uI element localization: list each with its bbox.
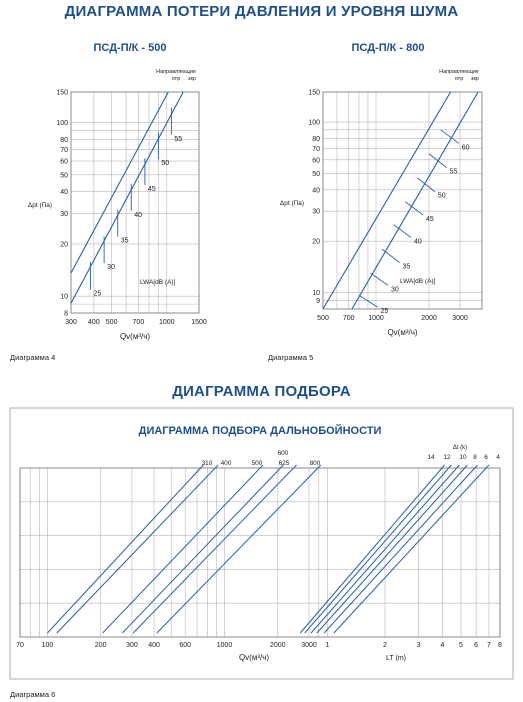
chart6-left-line xyxy=(57,465,218,633)
chart4-y-tick: 20 xyxy=(60,241,68,249)
chart4-y-tick: 8 xyxy=(64,310,68,318)
chart4-guides-open: отр xyxy=(171,76,181,82)
chart6-x2-tick: 3 xyxy=(416,642,421,649)
chart4-noise-label: 40 xyxy=(134,211,143,219)
chart6-caption: Диаграмма 6 xyxy=(10,690,56,699)
chart6-x-tick: 1000 xyxy=(216,642,233,649)
chart6-x-label: Qv(м³/ч) xyxy=(238,653,270,662)
chart6-left-label: 800 xyxy=(309,460,321,467)
chart4-x-tick: 500 xyxy=(105,319,118,326)
chart5-noise-label: 45 xyxy=(426,215,434,223)
chart6-x2-tick: 4 xyxy=(440,642,445,649)
chart6-x-tick: 200 xyxy=(94,642,107,649)
chart5-series-line xyxy=(323,92,451,309)
chart4-x-label: Qv(м³/ч) xyxy=(119,332,151,341)
chart6-x2-tick: 6 xyxy=(474,642,479,649)
chart5-y-label: Δpt (Па) xyxy=(279,199,305,207)
chart6-right-label: 14 xyxy=(427,454,435,461)
chart5-caption: Диаграмма 5 xyxy=(268,353,314,362)
chart4-noise-unit: LWA[dB (A)] xyxy=(140,279,176,286)
chart5-y-tick: 50 xyxy=(312,170,320,178)
chart4-series-line xyxy=(71,92,183,303)
chart6-right-label: 8 xyxy=(473,454,477,461)
chart5-x-tick: 700 xyxy=(342,315,355,322)
chart6-left-label: 310 xyxy=(201,460,213,467)
chart4-y-tick: 50 xyxy=(60,172,68,180)
chart6-x2-label: LT (m) xyxy=(386,655,406,662)
chart4-noise-label: 25 xyxy=(93,290,102,298)
chart6-x-tick: 3000 xyxy=(301,642,317,649)
chart5-noise-label: 55 xyxy=(449,168,458,176)
chart6-left-line xyxy=(47,465,203,633)
chart4-noise-label: 55 xyxy=(174,135,183,143)
chart4-y-tick: 40 xyxy=(60,189,68,197)
chart4-x-tick: 400 xyxy=(88,319,100,326)
page-title: ДИАГРАММА ПОТЕРИ ДАВЛЕНИЯ И УРОВНЯ ШУМА xyxy=(64,3,459,20)
chart5-guides-label: Направляющие xyxy=(439,69,479,75)
chart4-y-tick: 60 xyxy=(60,158,68,166)
chart4-y-tick: 10 xyxy=(60,293,68,301)
chart4-x-tick: 300 xyxy=(65,319,77,326)
chart4-x-tick: 1500 xyxy=(191,319,207,326)
chart5-x-tick: 1000 xyxy=(368,315,384,322)
chart6-right-line xyxy=(317,465,467,633)
chart6-right-line xyxy=(305,465,452,633)
chart4-title: ПСД-П/К - 500 xyxy=(93,42,167,54)
chart4-noise-label: 50 xyxy=(161,160,170,168)
section-title: ДИАГРАММА ПОДБОРА xyxy=(172,383,351,400)
chart6-x-tick: 2000 xyxy=(270,642,286,649)
chart5-frame xyxy=(323,92,482,309)
chart5-y-tick: 100 xyxy=(308,119,320,127)
chart6-x2-tick: 8 xyxy=(498,642,502,649)
chart4-y-tick: 80 xyxy=(60,136,68,144)
chart5-x-tick: 3000 xyxy=(452,315,468,322)
chart5-y-tick: 40 xyxy=(312,187,320,195)
chart5-noise-line xyxy=(359,296,377,308)
chart5-guides-closed: зкр xyxy=(471,76,479,82)
chart4-caption: Диаграмма 4 xyxy=(10,353,56,362)
chart4-x-tick: 1000 xyxy=(158,319,175,326)
chart6-x-tick: 400 xyxy=(148,642,160,649)
chart5-noise-label: 50 xyxy=(437,192,446,200)
chart5-y-tick: 70 xyxy=(312,145,320,153)
chart6-x2-tick: 1 xyxy=(325,642,330,649)
chart6-frame xyxy=(20,468,500,637)
chart6-x2-tick: 5 xyxy=(459,642,463,649)
chart5-x-tick: 500 xyxy=(317,315,329,322)
chart6-right-label: 10 xyxy=(459,454,467,461)
chart6-x-tick: 100 xyxy=(41,642,54,649)
chart6-left-label: 500 xyxy=(251,460,263,467)
chart4-guides-label: Направляющие xyxy=(156,69,196,75)
chart6-left-label: 600 xyxy=(277,450,289,457)
chart5-y-tick: 10 xyxy=(312,289,320,297)
chart5-title: ПСД-П/К - 800 xyxy=(351,42,425,54)
chart6-legend-title: Δt (k) xyxy=(452,445,468,451)
chart4-y-label: Δpt (Па) xyxy=(27,201,53,209)
chart4-y-tick: 70 xyxy=(60,146,68,154)
chart6-title: ДИАГРАММА ПОДБОРА ДАЛЬНОБОЙНОСТИ xyxy=(138,425,382,437)
chart5-noise-label: 60 xyxy=(461,144,470,152)
chart6-left-label: 625 xyxy=(278,460,290,467)
chart5-noise-line xyxy=(370,273,388,285)
chart5-x-label: Qv(м³/ч) xyxy=(387,328,418,337)
chart6-panel-frame xyxy=(10,408,513,679)
chart5-noise-line xyxy=(394,225,411,238)
chart6-right-line xyxy=(334,465,489,633)
chart6-right-label: 6 xyxy=(484,454,488,461)
chart5-noise-unit: LWA[dB (A)] xyxy=(400,278,436,285)
chart6-x-tick: 300 xyxy=(126,642,138,649)
chart5-noise-label: 25 xyxy=(380,308,389,316)
chart6-right-line xyxy=(324,465,477,633)
chart4-y-tick: 100 xyxy=(56,120,68,128)
chart6-x2-tick: 2 xyxy=(383,642,387,649)
chart5-noise-label: 35 xyxy=(402,263,411,271)
chart6-x-tick: 70 xyxy=(16,642,24,649)
chart5-y-tick: 20 xyxy=(312,238,320,246)
chart4-guides-closed: зкр xyxy=(188,76,196,82)
chart6-left-label: 400 xyxy=(220,460,232,467)
chart5-noise-label: 30 xyxy=(391,286,399,294)
chart4-noise-label: 45 xyxy=(147,185,156,193)
chart5-series-line xyxy=(352,92,478,309)
chart6-right-label: 12 xyxy=(443,454,451,461)
chart4-noise-label: 35 xyxy=(120,237,129,245)
chart5-noise-line xyxy=(382,249,400,262)
chart5-noise-line xyxy=(429,154,447,168)
chart5-y-tick: 30 xyxy=(312,208,320,216)
chart4-x-tick: 700 xyxy=(132,319,145,326)
chart4-noise-label: 30 xyxy=(107,264,115,272)
chart5-y-tick: 150 xyxy=(308,89,320,97)
chart4-series-line xyxy=(71,92,168,273)
chart5-y-tick: 9 xyxy=(316,297,320,305)
chart5-noise-label: 40 xyxy=(413,238,422,246)
chart5-guides-open: отр xyxy=(454,76,464,82)
chart6-right-line xyxy=(300,465,444,633)
chart6-right-label: 4 xyxy=(496,454,500,461)
chart5-x-tick: 2000 xyxy=(421,315,437,322)
chart6-x-tick: 600 xyxy=(179,642,192,649)
chart6-left-line xyxy=(133,465,296,633)
chart6-left-line xyxy=(122,465,283,633)
chart4-y-tick: 150 xyxy=(56,89,68,97)
chart5-y-tick: 80 xyxy=(312,136,320,144)
chart6-x2-tick: 7 xyxy=(486,642,491,649)
chart4-y-tick: 30 xyxy=(60,210,68,218)
chart5-y-tick: 60 xyxy=(312,157,320,165)
